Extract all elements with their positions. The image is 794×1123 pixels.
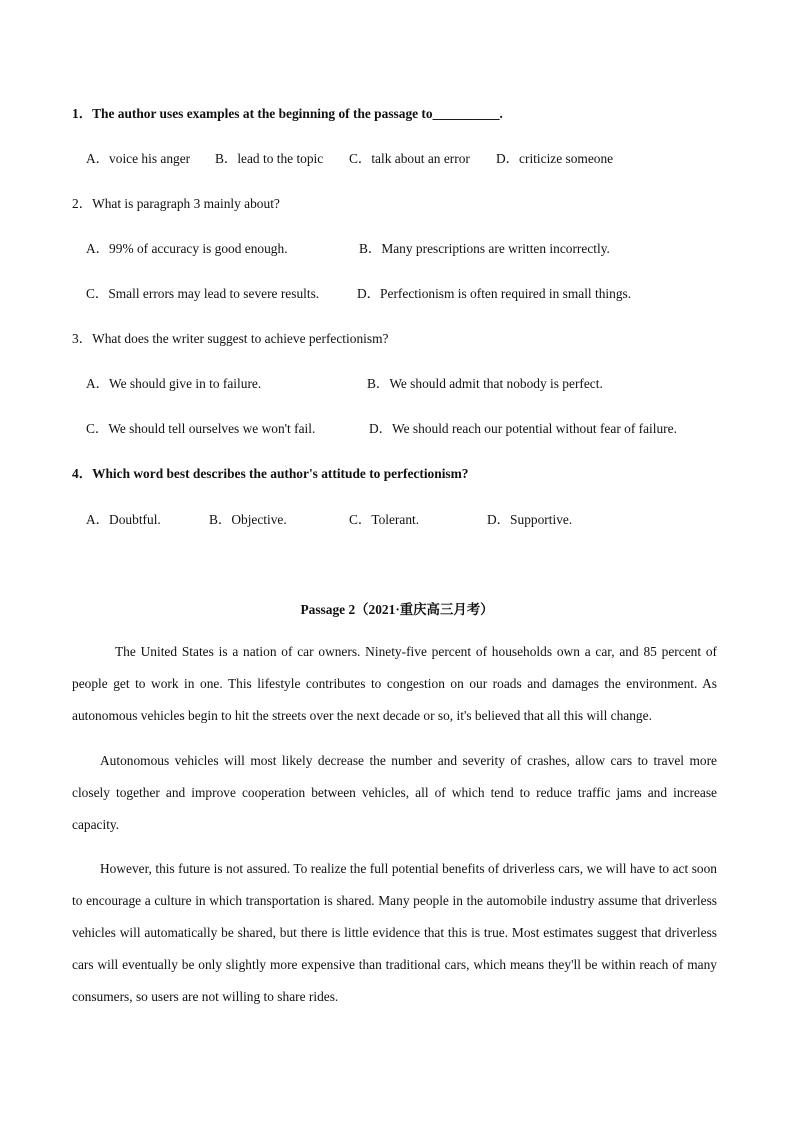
question-3-option-b: B．We should admit that nobody is perfect.: [367, 376, 603, 391]
question-1-option-a: A．voice his anger: [86, 151, 191, 166]
passage-paragraph-2: Autonomous vehicles will most likely decrease the number and severity of crashes, allow cars to travel more closely together and improve cooperation between vehicles, all of which tend to reduce traffic jams and increase capacity.: [72, 753, 717, 832]
question-3-option-c: C．We should tell ourselves we won't fail.: [86, 421, 316, 436]
question-2-option-d: D．Perfectionism is often required in small things.: [357, 286, 632, 301]
question-3-option-a: A．We should give in to failure.: [86, 376, 262, 391]
question-1-option-c: C．talk about an error: [349, 151, 470, 166]
question-2-option-c: C．Small errors may lead to severe results.: [86, 286, 320, 301]
question-1-option-d: D．criticize someone: [496, 151, 614, 166]
question-3-option-d: D．We should reach our potential without fear of failure.: [369, 421, 677, 436]
question-1-option-b: B．lead to the topic: [215, 151, 324, 166]
question-2-option-b: B．Many prescriptions are written incorrectly.: [359, 241, 610, 256]
question-4-option-a: A．Doubtful.: [86, 512, 161, 527]
question-4-stem: 4．Which word best describes the author's attitude to perfectionism?: [72, 466, 469, 481]
question-1-stem: 1．The author uses examples at the beginning of the passage to__________.: [72, 106, 503, 121]
question-3-stem: 3．What does the writer suggest to achieve perfectionism?: [72, 331, 389, 346]
question-2-option-a: A．99% of accuracy is good enough.: [86, 241, 288, 256]
passage-title: Passage 2（2021·重庆高三月考）: [300, 602, 494, 617]
question-4-option-c: C．Tolerant.: [349, 512, 420, 527]
question-4-option-d: D．Supportive.: [487, 512, 573, 527]
passage-paragraph-1: The United States is a nation of car owners. Ninety-five percent of households own a car, and 85 percent of people get to work in one. This lifestyle contributes to congestion on our roads and damages the environment. As autonomous vehicles begin to hit the streets over the next decade or so, it's believed that all this will change.: [72, 644, 717, 723]
passage-paragraph-3: However, this future is not assured. To realize the full potential benefits of driverless cars, we will have to act soon to encourage a culture in which transportation is shared. Many people in the automobile industry assume that driverless vehicles will automatically be shared, but there is little evidence that this is true. Most estimates suggest that driverless cars will eventually be only slightly more expensive than traditional cars, which means they'll be within reach of many consumers, so users are not willing to share rides.: [72, 861, 717, 1004]
question-2-stem: 2．What is paragraph 3 mainly about?: [72, 196, 280, 211]
question-4-option-b: B．Objective.: [209, 512, 287, 527]
